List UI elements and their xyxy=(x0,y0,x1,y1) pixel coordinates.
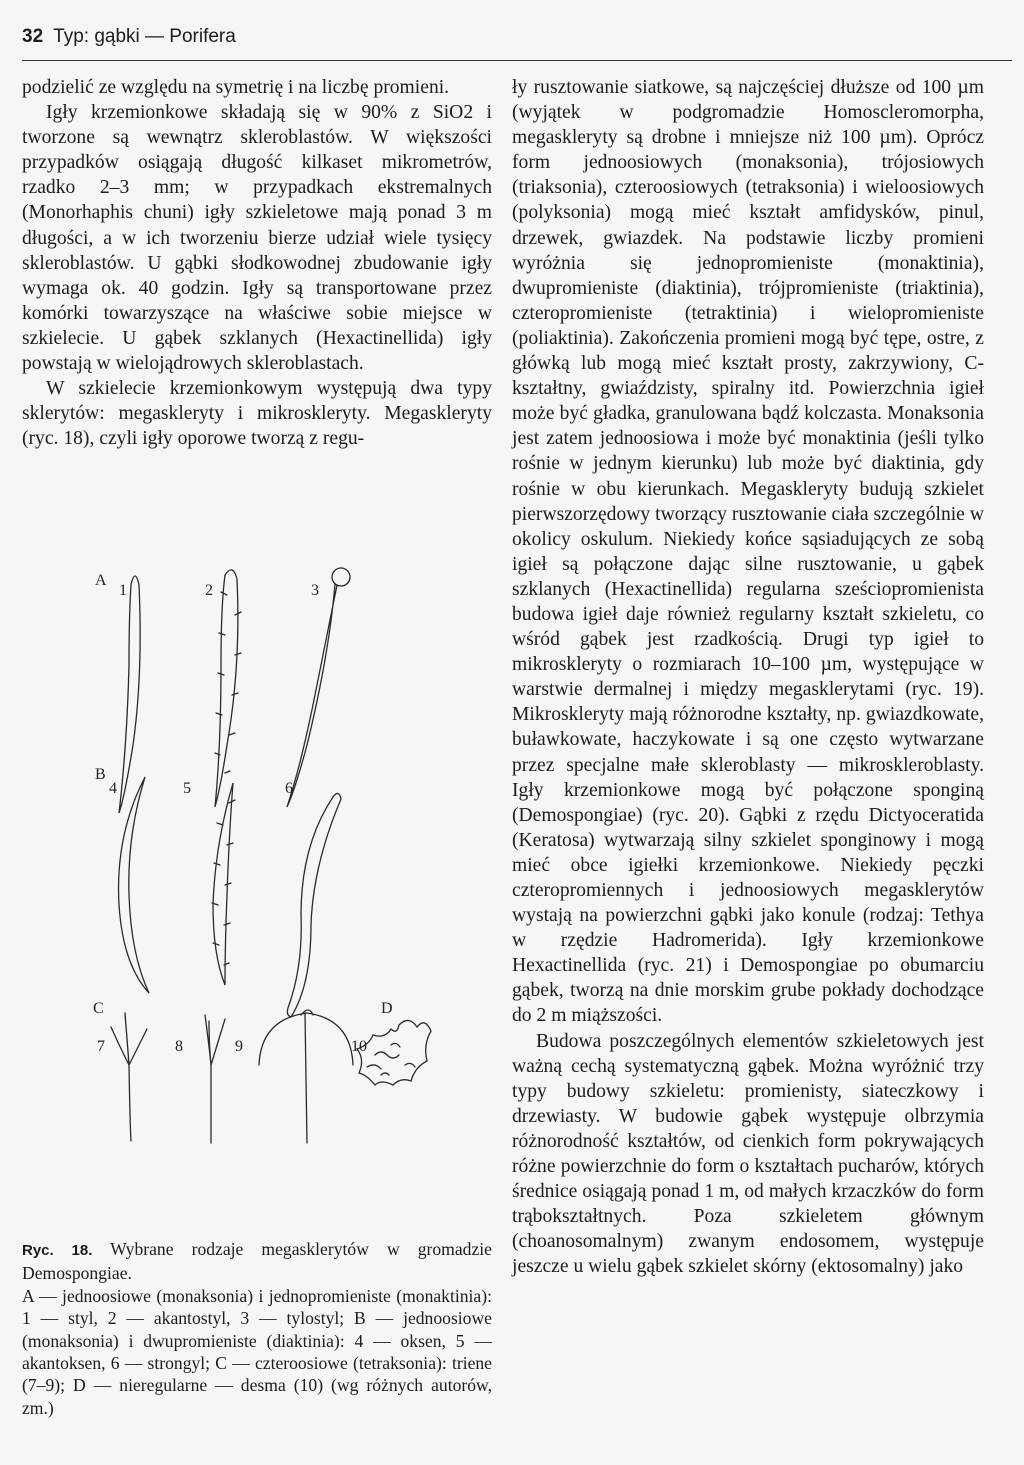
page-number: 32 xyxy=(22,26,44,47)
left-paragraph-3: W szkielecie krzemionkowym występują dwa typy sklerytów: megaskleryty i mikroskleryty. Megaskleryty (ryc. 18), czyli igły oporowe tworzą z regu- xyxy=(22,378,492,450)
figure-caption xyxy=(22,1238,492,1419)
spicule-triene-9 xyxy=(259,1010,353,1143)
spicule-style xyxy=(119,576,140,813)
left-paragraph-1: podzielić ze względu na symetrię i na liczbę promieni. xyxy=(22,77,450,98)
spicule-tylostyle xyxy=(287,584,337,807)
spicule-acanthostyle xyxy=(215,570,238,807)
right-paragraph-2: Budowa poszczególnych elementów szkieletowych jest ważną cechą systematyczną gąbek. Można wyróżnić trzy typy budowy szkieletu: promienisty, siateczkowy i drzewiasty. W budowie gąbek występuje olbrzymia różnorodność kształtów, od cienkich form pokrywających różne powierzchnie do form o kształtach pucharów, których średnice osiągają ponad 1 m, od małych krzaczków do form trąbokształtnych. Poza szkieletem głównym (choanosomalnym) zwanym endosomem, występuje jeszcze u wielu gąbek szkielet skórny (ektosomalny) jako xyxy=(512,1030,984,1278)
item-number-6: 6 xyxy=(285,780,293,797)
group-label-c: C xyxy=(93,1000,104,1017)
spicule-tylostyle-head xyxy=(332,568,350,586)
group-label-b: B xyxy=(95,766,106,783)
group-label-d: D xyxy=(381,1000,393,1017)
spicule-strongyle xyxy=(287,793,341,1017)
spicule-triene-8 xyxy=(205,1015,225,1143)
caption-body: A — jednoosiowe (monaksonia) i jednopromieniste (monaktinia): 1 — styl, 2 — akantostyl, 3 — tylostyl; B — jednoosiowe (monaksonia) i dwupromieniste (diaktinia): 4 — oksen, 5 — akantoksen, 6 — strongyl; C — czteroosiowe (tetraksonia): triene (7–9); D — nieregularne — desma (10) (wg różnych autorów, zm.) xyxy=(22,1285,492,1418)
left-paragraph-2: Igły krzemionkowe składają się w 90% z SiO2 i tworzone są wewnątrz skleroblastów. W większości przypadków osiągają długość kilkaset mikrometrów, rzadko 2–3 mm; w przypadkach ekstremalnych (Monorhaphis chuni) igły szkieletowe mają ponad 3 m długości, a w ich tworzeniu bierze udział wiele tysięcy skleroblastów. U gąbki słodkowodnej zbudowanie igły wymaga ok. 40 godzin. Igły są transportowane przez komórki towarzyszące na właściwe sobie miejsce w szkielecie. U gąbek szklanych (Hexactinellida) igły powstają w wielojądrowych skleroblastach. xyxy=(22,102,492,375)
running-header xyxy=(22,20,1012,61)
right-paragraph-1: ły rusztowanie siatkowe, są najczęściej dłuższe od 100 µm (wyjątek w podgromadzie Homoscleromorpha, megaskleryty są drobne i mniejsze niż 100 µm). Oprócz form jednoosiowych (monaksonia), trójosiowych (triaksonia), czteroosiowych (tetraksonia) i wieloosiowych (polyksonia) mogą mieć kształt amfidysków, pinul, drzewek, gwiazdek. Na podstawie liczby promieni wyróżnia się jednopromieniste (monaktinia), dwupromieniste (diaktinia), trójpromieniste (triaktinia), czteropromieniste (tetraktinia) i wielopromieniste (poliaktinia). Zakończenia promieni mogą być tępe, ostre, z główką lub mogą mieć kształt prosty, zakrzywiony, C-kształtny, gwiaździsty, spiralny itd. Powierzchnia igieł może być gładka, granulowana bądź kolczasta. Monaksonia jest zatem jednoosiowa i może być monaktinia (jeśli tylko rośnie w jednym kierunku) lub może być diaktinia, gdy rośnie w obu kierunkach. Megaskleryty budują szkielet pierwszorzędowy tworzący rusztowanie ciała szczególnie w okolicy oskulum. Niekiedy końce sąsiadujących ze sobą igieł są połączone dając silne rusztowanie, u gąbek szklanych (Hexactinellida) regularna sześciopromienista budowa igieł daje również regularny kształt szkieletu, co wśród gąbek jest rzadkością. Drugi typ igieł to mikroskleryty o rozmiarach 10–100 µm, występujące w warstwie dermalnej i między megasklerytami (ryc. 19). Mikroskleryty mają różnorodne kształty, np. gwiazdkowate, buławkowate, haczykowate i są one często wytwarzane przez specjalne małe skleroblasty — mikroskleroblasty. Igły krzemionkowe mogą być połączone sponginą (Demospongiae) (ryc. 20). Gąbki z rzędu Dictyoceratida (Keratosa) wytwarzają silny szkielet sponginowy i mogą mieć obce igiełki krzemionkowe. Niekiedy pęczki czteropromiennych i jednoosiowych megasklerytów wystają na powierzchni gąbki jako konule (rodzaj: Tethya w rzędzie Hadromerida). Igły krzemionkowe Hexactinellida (ryc. 21) i Demospongiae po obumarciu gąbek, tworzą na dnie morskim grube pokłady dochodzące do 2 m miąższości. xyxy=(512,77,984,1027)
item-number-8: 8 xyxy=(175,1038,183,1055)
figure-18 xyxy=(75,545,445,1145)
left-column xyxy=(22,75,492,451)
megasclere-illustration xyxy=(75,545,445,1145)
item-number-9: 9 xyxy=(235,1038,243,1055)
group-label-a: A xyxy=(95,572,107,589)
caption-title: Wybrane rodzaje megasklerytów w gromadzie Demospongiae. xyxy=(22,1239,492,1284)
item-number-10: 10 xyxy=(351,1038,367,1055)
item-number-5: 5 xyxy=(183,780,191,797)
spicule-oxea xyxy=(119,777,149,993)
right-column xyxy=(512,75,984,1280)
caption-heading xyxy=(22,1238,492,1285)
caption-label: Ryc. 18. xyxy=(22,1242,93,1259)
item-number-3: 3 xyxy=(311,582,319,599)
item-number-7: 7 xyxy=(97,1038,105,1055)
item-number-1: 1 xyxy=(119,582,127,599)
spicule-triene-7 xyxy=(111,1013,147,1141)
running-title: Typ: gąbki — Porifera xyxy=(53,26,236,47)
item-number-4: 4 xyxy=(109,780,117,797)
item-number-2: 2 xyxy=(205,582,213,599)
spicule-desma xyxy=(357,1020,431,1085)
